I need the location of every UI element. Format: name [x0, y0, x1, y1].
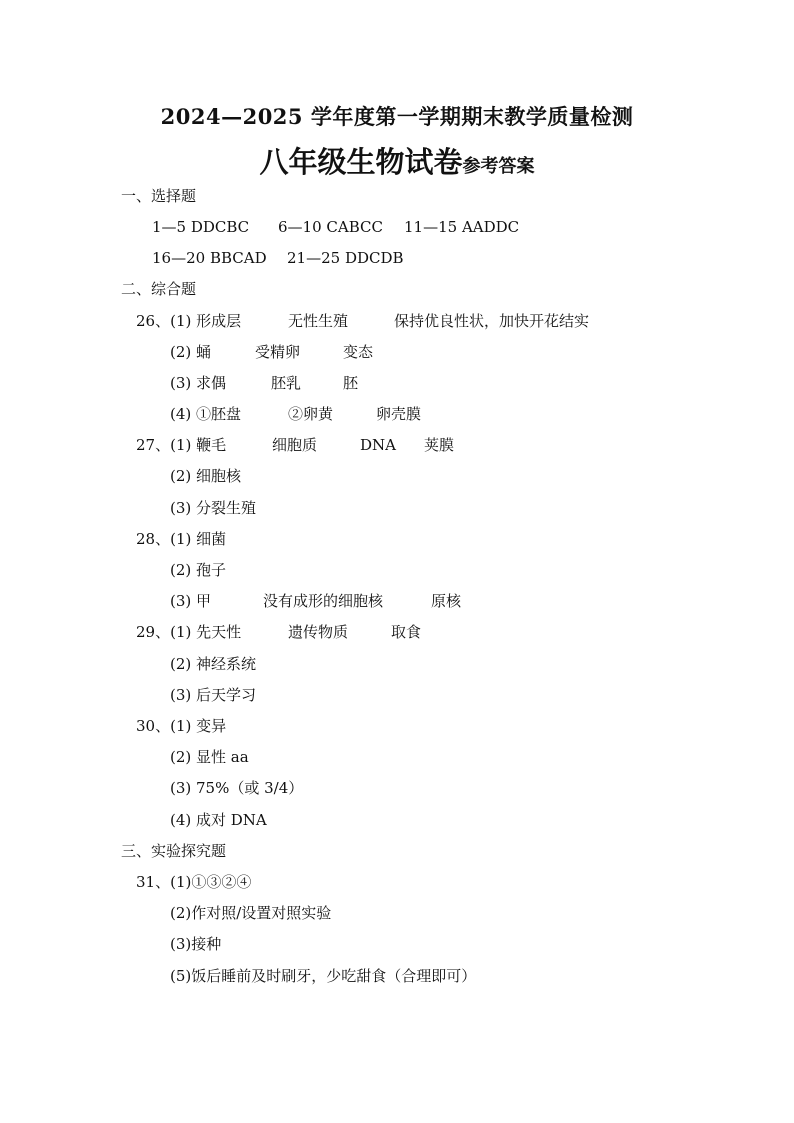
q31-part-2: (2)作对照/设置对照实验 [170, 904, 332, 922]
choice-group-16-20: 16—20 BBCAD [152, 249, 267, 267]
exam-subtitle [0, 140, 794, 181]
answer-item: 26、(1) 形成层 [136, 312, 242, 330]
answer-item: 遗传物质 [288, 623, 349, 641]
answer-item: 27、(1) 鞭毛 [136, 436, 227, 454]
section-heading-comprehensive: 二、综合题 [121, 280, 197, 298]
q26-part-2 [170, 342, 373, 362]
choice-answers-row-2 [152, 248, 404, 268]
section-heading-choice: 一、选择题 [121, 187, 197, 205]
choice-answers-row-1 [152, 217, 519, 237]
answer-item: 保持优良性状，加快开花结实 [394, 312, 590, 330]
answer-item: 无性生殖 [288, 312, 349, 330]
q27-part-2: (2) 细胞核 [170, 467, 242, 485]
answer-item: ②卵黄 [288, 405, 334, 423]
answer-item: (3) 甲 [170, 592, 212, 610]
choice-group-11-15: 11—15 AADDC [404, 218, 520, 236]
q31-part-1: 31、(1)①③②④ [136, 873, 252, 891]
answer-item: 卵壳膜 [376, 405, 422, 423]
q31-part-5: (5)饭后睡前及时刷牙，少吃甜食（合理即可） [170, 967, 477, 985]
choice-group-1-5: 1—5 DDCBC [152, 218, 250, 236]
q26-part-4 [170, 404, 421, 424]
answer-item: DNA [360, 436, 396, 454]
q26-part-3 [170, 373, 358, 393]
answer-item: 没有成形的细胞核 [263, 592, 384, 610]
subtitle-suffix: 参考答案 [462, 156, 535, 177]
q28-part-1: 28、(1) 细菌 [136, 530, 227, 548]
q29-part-3: (3) 后天学习 [170, 686, 257, 704]
answer-item: 荚膜 [424, 436, 455, 454]
answer-item: 受精卵 [255, 343, 301, 361]
answer-item: 变态 [343, 343, 374, 361]
q27-part-3: (3) 分裂生殖 [170, 499, 257, 517]
choice-group-6-10: 6—10 CABCC [278, 218, 383, 236]
answer-item: 取食 [391, 623, 422, 641]
answer-item: (4) ①胚盘 [170, 405, 242, 423]
answer-item: 细胞质 [272, 436, 318, 454]
q28-part-3 [170, 591, 461, 611]
answer-item: 胚 [343, 374, 359, 392]
answer-item: 原核 [431, 592, 462, 610]
q26-part-1 [136, 311, 589, 331]
answer-item: (2) 蛹 [170, 343, 212, 361]
answer-item: (3) 求偶 [170, 374, 227, 392]
q30-part-2: (2) 显性 aa [170, 748, 249, 766]
q27-part-1 [136, 435, 454, 455]
exam-title: 2024—2025 学年度第一学期期末教学质量检测 [160, 104, 634, 129]
q30-part-4: (4) 成对 DNA [170, 811, 267, 829]
q29-part-1 [136, 622, 421, 642]
section-heading-experiment: 三、实验探究题 [121, 842, 227, 860]
answer-item: 29、(1) 先天性 [136, 623, 242, 641]
q31-part-3: (3)接种 [170, 935, 222, 953]
q30-part-1: 30、(1) 变异 [136, 717, 227, 735]
choice-group-21-25: 21—25 DDCDB [287, 249, 404, 267]
q30-part-3: (3) 75%（或 3/4） [170, 779, 304, 797]
subtitle-main: 八年级生物试卷 [259, 145, 463, 179]
answer-item: 胚乳 [271, 374, 302, 392]
q29-part-2: (2) 神经系统 [170, 655, 257, 673]
q28-part-2: (2) 孢子 [170, 561, 227, 579]
